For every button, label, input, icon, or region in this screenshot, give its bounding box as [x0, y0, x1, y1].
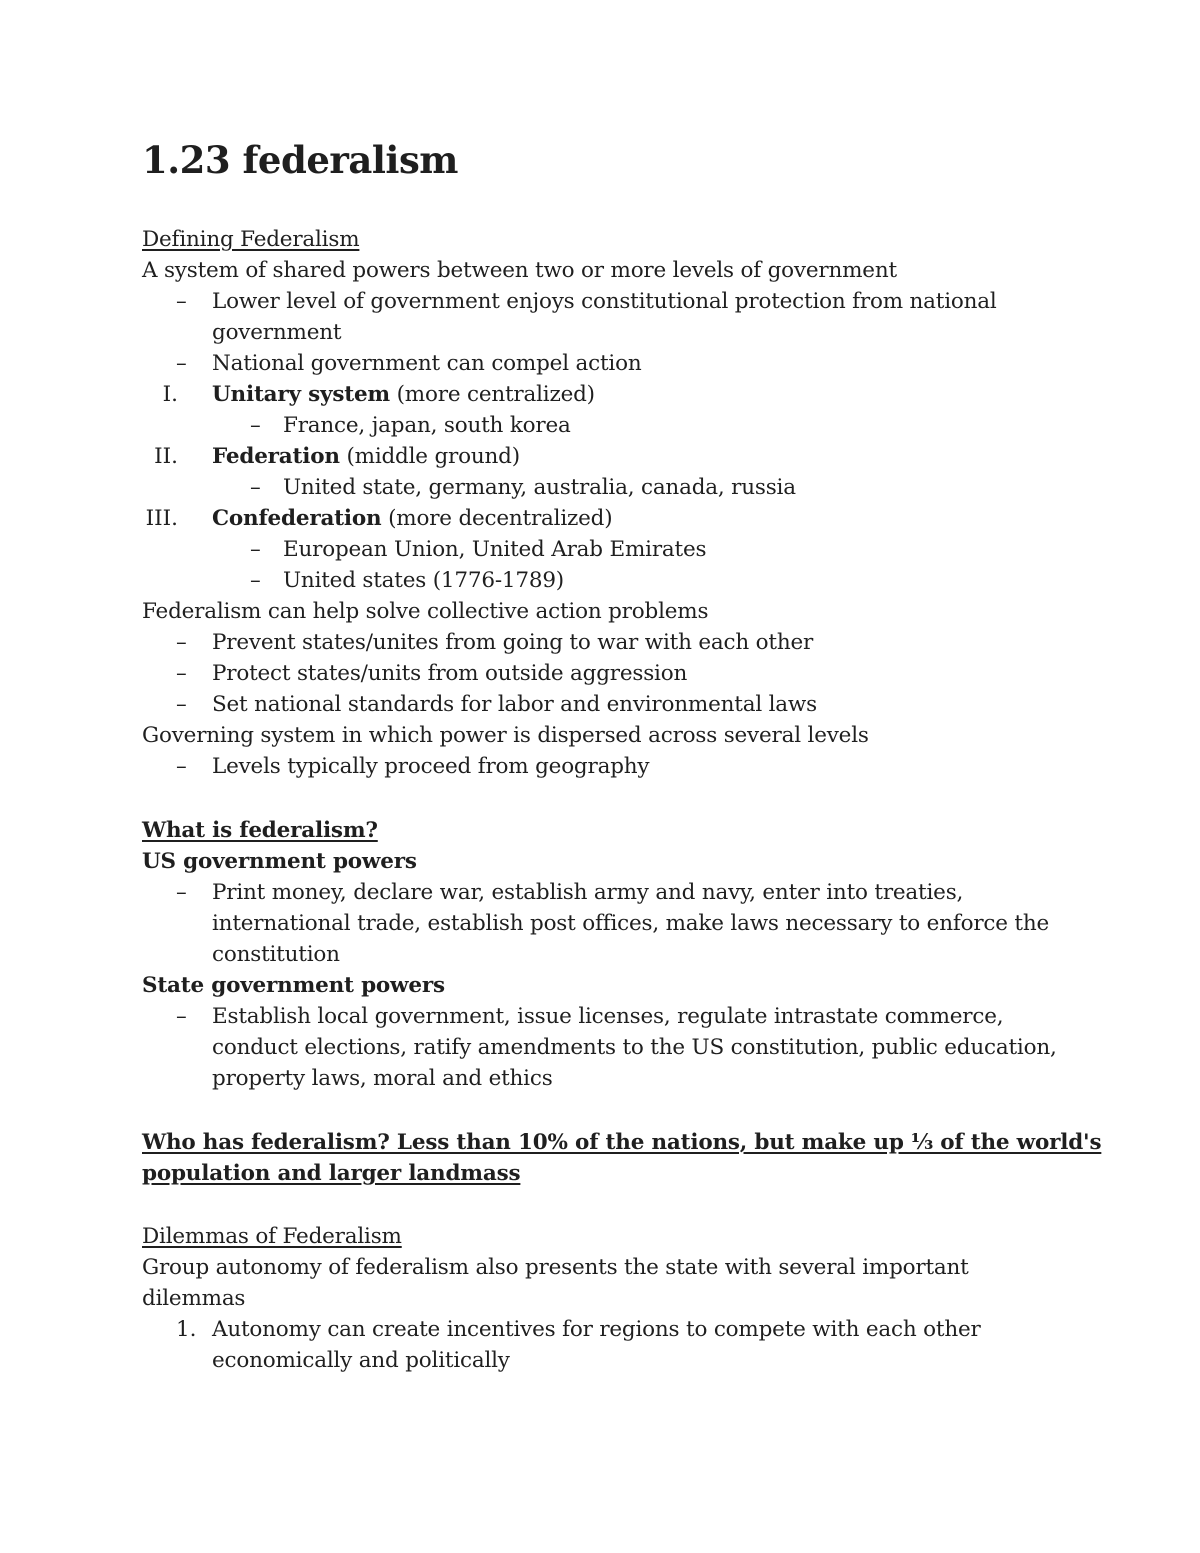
numbered-marker-1: 1.	[176, 1317, 197, 1342]
dilemma-1-line-2: economically and politically	[212, 1348, 510, 1373]
bullet-lower-level: Lower level of government enjoys constitutional protection from national	[212, 289, 997, 314]
bullet-levels-geography: Levels typically proceed from geography	[212, 754, 650, 779]
bullet-lower-level-cont: government	[212, 320, 342, 345]
section-heading-what-is: What is federalism?	[142, 818, 378, 843]
federation-examples: United state, germany, australia, canada, russia	[283, 475, 796, 500]
confederation-desc: (more decentralized)	[381, 506, 613, 531]
item-confederation	[212, 503, 612, 534]
section-heading-dilemmas: Dilemmas of Federalism	[142, 1224, 402, 1249]
unitary-label: Unitary system	[212, 382, 390, 407]
dilemma-1-line-1: Autonomy can create incentives for regions to compete with each other	[212, 1317, 981, 1342]
state-powers-line-1: Establish local government, issue licenses, regulate intrastate commerce,	[212, 1004, 1004, 1029]
bullet-national-compel: National government can compel action	[212, 351, 642, 376]
confederation-example-2: United states (1776-1789)	[283, 568, 564, 593]
roman-numeral-2: II.	[154, 444, 178, 469]
unitary-desc: (more centralized)	[389, 382, 595, 407]
page-title: 1.23 federalism	[142, 138, 458, 182]
dash-bullet: –	[176, 692, 187, 717]
dash-bullet: –	[176, 630, 187, 655]
us-powers-line-1: Print money, declare war, establish army and navy, enter into treaties,	[212, 880, 964, 905]
dash-bullet: –	[176, 351, 187, 376]
federation-label: Federation	[212, 444, 340, 469]
roman-numeral-3: III.	[145, 506, 178, 531]
dash-bullet: –	[250, 537, 261, 562]
state-powers-line-3: property laws, moral and ethics	[212, 1066, 553, 1091]
who-has-federalism-line-2: population and larger landmass	[142, 1161, 521, 1186]
dilemmas-intro-line-1: Group autonomy of federalism also presents the state with several important	[142, 1255, 969, 1280]
confederation-example-1: European Union, United Arab Emirates	[283, 537, 707, 562]
us-powers-line-2: international trade, establish post offices, make laws necessary to enforce the	[212, 911, 1050, 936]
dilemmas-intro-line-2: dilemmas	[142, 1286, 246, 1311]
collective-action-text: Federalism can help solve collective action problems	[142, 599, 709, 624]
dash-bullet: –	[176, 880, 187, 905]
dash-bullet: –	[250, 413, 261, 438]
bullet-national-standards: Set national standards for labor and environmental laws	[212, 692, 817, 717]
unitary-examples: France, japan, south korea	[283, 413, 571, 438]
confederation-label: Confederation	[212, 506, 382, 531]
us-powers-line-3: constitution	[212, 942, 340, 967]
section-heading-defining: Defining Federalism	[142, 227, 360, 252]
subheading-us-powers: US government powers	[142, 849, 417, 874]
dash-bullet: –	[176, 289, 187, 314]
roman-numeral-1: I.	[162, 382, 178, 407]
definition-text: A system of shared powers between two or more levels of government	[142, 258, 897, 283]
item-federation	[212, 441, 520, 472]
dash-bullet: –	[250, 568, 261, 593]
dash-bullet: –	[250, 475, 261, 500]
bullet-prevent-war: Prevent states/unites from going to war with each other	[212, 630, 814, 655]
bullet-protect-states: Protect states/units from outside aggression	[212, 661, 688, 686]
dash-bullet: –	[176, 754, 187, 779]
item-unitary-system	[212, 379, 595, 410]
federation-desc: (middle ground)	[339, 444, 520, 469]
dash-bullet: –	[176, 661, 187, 686]
state-powers-line-2: conduct elections, ratify amendments to the US constitution, public education,	[212, 1035, 1057, 1060]
subheading-state-powers: State government powers	[142, 973, 445, 998]
dash-bullet: –	[176, 1004, 187, 1029]
governing-system-text: Governing system in which power is dispersed across several levels	[142, 723, 869, 748]
who-has-federalism-line-1: Who has federalism? Less than 10% of the nations, but make up ⅓ of the world's	[142, 1130, 1102, 1155]
